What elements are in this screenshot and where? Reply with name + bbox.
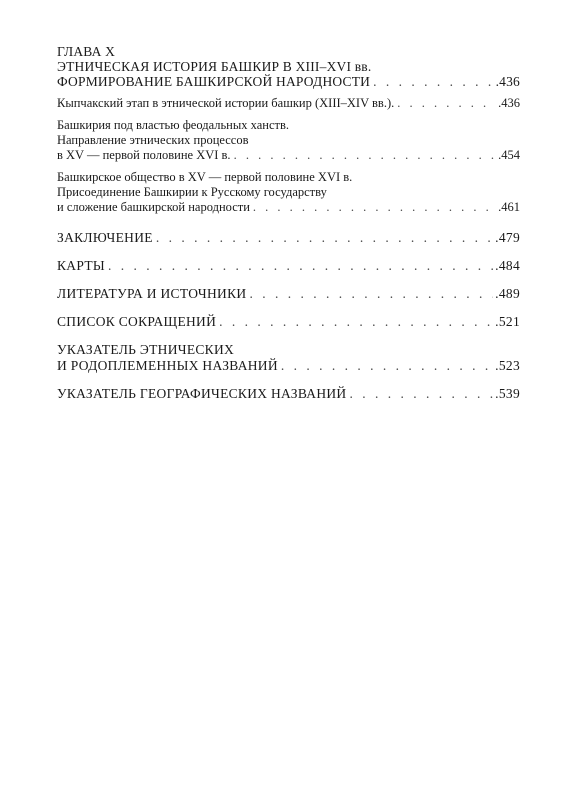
leader-dots	[108, 258, 493, 274]
toc-section	[57, 386, 520, 402]
section-title-line-1: УКАЗАТЕЛЬ ЭТНИЧЕСКИХ	[57, 342, 235, 357]
section-title: ЗАКЛЮЧЕНИЕ	[57, 230, 153, 245]
section-title: УКАЗАТЕЛЬ ГЕОГРАФИЧЕСКИХ НАЗВАНИЙ	[57, 386, 347, 401]
chapter-title-line-2	[57, 74, 520, 89]
leader-dots	[253, 200, 496, 215]
toc-line	[57, 314, 520, 330]
toc-subsection	[57, 170, 520, 215]
leader-dots	[219, 314, 493, 330]
leader-dots	[156, 230, 493, 246]
subsection-title-line: Присоединение Башкирии к Русскому государству	[57, 185, 327, 199]
toc-section	[57, 258, 520, 274]
toc-subsection	[57, 96, 520, 111]
leader-dots	[249, 286, 493, 302]
toc-section	[57, 230, 520, 246]
page-number: .479	[495, 230, 520, 245]
page-number: .436	[498, 96, 520, 110]
toc-line	[57, 358, 520, 374]
toc-line	[57, 148, 520, 163]
toc-line	[57, 200, 520, 215]
section-title: СПИСОК СОКРАЩЕНИЙ	[57, 314, 217, 329]
section-title: КАРТЫ	[57, 258, 105, 273]
chapter-label: ГЛАВА X	[57, 44, 116, 59]
leader-dots	[234, 148, 497, 163]
subsection-title-line: в XV — первой половине XVI в.	[57, 148, 231, 162]
subsection-title-line: Направление этнических процессов	[57, 133, 249, 147]
page-number: .489	[495, 286, 520, 301]
chapter-heading	[57, 44, 520, 89]
page-number: .523	[495, 358, 520, 373]
page-number: .521	[495, 314, 520, 329]
section-title: ЛИТЕРАТУРА И ИСТОЧНИКИ	[57, 286, 247, 301]
section-title-line-2: И РОДОПЛЕМЕННЫХ НАЗВАНИЙ	[57, 358, 278, 373]
toc-line	[57, 386, 520, 402]
subsection-title: Кыпчакский этап в этнической истории башкир (XIII–XIV вв.).	[57, 96, 395, 110]
subsection-title-line: Башкирское общество в XV — первой половине XVI в.	[57, 170, 353, 184]
toc-line	[57, 258, 520, 274]
chapter-title-line-1: ЭТНИЧЕСКАЯ ИСТОРИЯ БАШКИР В XIII–XVI вв.	[57, 59, 372, 74]
page-number: .454	[498, 148, 520, 162]
toc-line	[57, 230, 520, 246]
toc-section	[57, 314, 520, 330]
toc-line	[57, 286, 520, 302]
leader-dots	[373, 74, 493, 89]
toc-section	[57, 342, 520, 374]
chapter-title-text: ФОРМИРОВАНИЕ БАШКИРСКОЙ НАРОДНОСТИ	[57, 74, 371, 89]
leader-dots	[397, 96, 496, 111]
subsection-title-line: и сложение башкирской народности	[57, 200, 250, 214]
page-number: .436	[495, 74, 520, 89]
table-of-contents	[57, 44, 520, 402]
page-number: .484	[495, 258, 520, 273]
leader-dots	[349, 386, 493, 402]
page-number: .461	[498, 200, 520, 214]
toc-section	[57, 286, 520, 302]
subsection-title-line: Башкирия под властью феодальных ханств.	[57, 118, 290, 132]
page-number: .539	[495, 386, 520, 401]
leader-dots	[281, 358, 493, 374]
toc-line	[57, 96, 520, 111]
toc-subsection	[57, 118, 520, 163]
